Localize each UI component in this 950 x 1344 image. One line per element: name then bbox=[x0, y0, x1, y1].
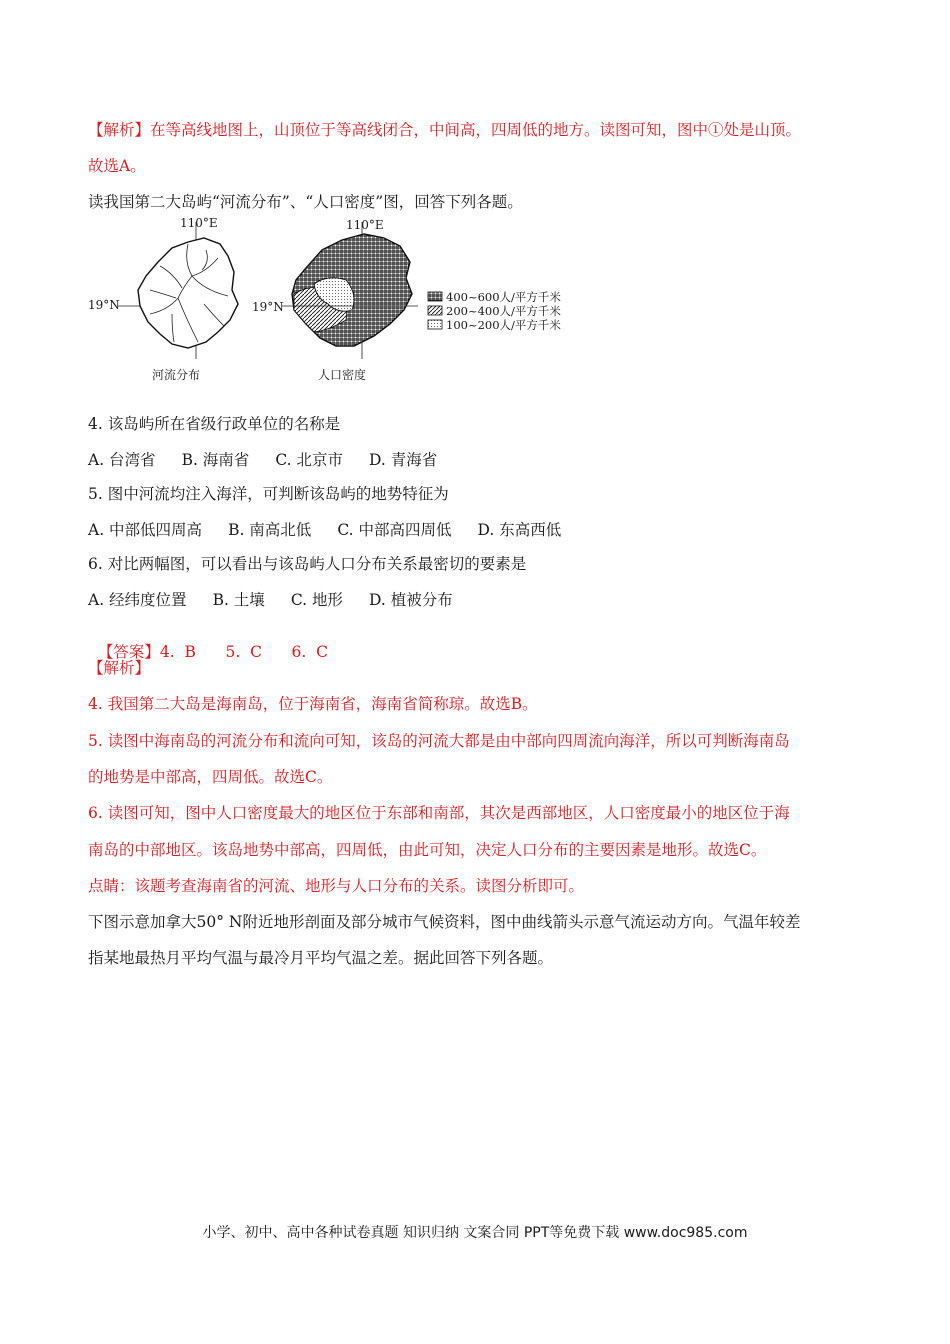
option: D. 青海省 bbox=[368, 451, 438, 469]
lon-label-right: 110°E bbox=[346, 218, 384, 232]
analysis-tag: 【解析】 bbox=[88, 121, 151, 139]
option: A. 中部低四周高 bbox=[88, 521, 203, 539]
option: B. 海南省 bbox=[181, 451, 250, 469]
analysis-2-line-4: 6. 读图可知，图中人口密度最大的地区位于东部和南部，其次是西部地区，人口密度最小的地区位于海 bbox=[88, 804, 790, 822]
page-footer: 小学、初中、高中各种试卷真题 知识归纳 文案合同 PPT等免费下载 www.doc985.com bbox=[202, 1225, 748, 1241]
caption-population-map: 人口密度 bbox=[318, 368, 367, 382]
question-6-stem: 6. 对比两幅图，可以看出与该岛屿人口分布关系最密切的要素是 bbox=[88, 555, 527, 573]
next-intro-line-1: 下图示意加拿大50° N附近地形剖面及部分城市气候资料，图中曲线箭头示意气流运动方向。气温年较差 bbox=[88, 913, 801, 931]
river-map bbox=[118, 222, 238, 359]
legend-label-2: 200~400人/平方千米 bbox=[446, 304, 561, 318]
option: A. 经纬度位置 bbox=[88, 591, 187, 609]
option: C. 地形 bbox=[290, 591, 343, 609]
analysis-1-line-1 bbox=[88, 118, 801, 140]
lat-label-right: 19°N bbox=[252, 300, 284, 314]
analysis-1-line-2: 故选A。 bbox=[88, 157, 146, 175]
hainan-maps-figure bbox=[88, 214, 588, 384]
option: D. 东高西低 bbox=[477, 521, 562, 539]
legend-swatches bbox=[428, 292, 442, 329]
question-5-options bbox=[88, 518, 587, 540]
analysis-2-line-2: 5. 读图中海南岛的河流分布和流向可知，该岛的河流大都是由中部向四周流向海洋，所以可判断海南岛 bbox=[88, 732, 790, 750]
option: C. 北京市 bbox=[275, 451, 343, 469]
analysis-2-line-1: 4. 我国第二大岛是海南岛，位于海南省，海南省简称琼。故选B。 bbox=[88, 695, 538, 713]
answer-tag: 【答案】 bbox=[97, 643, 160, 661]
lat-label-left: 19°N bbox=[88, 298, 120, 312]
question-intro: 读我国第二大岛屿“河流分布”、“人口密度”图，回答下列各题。 bbox=[88, 193, 523, 211]
analysis-2-line-6: 点睛：该题考查海南省的河流、地形与人口分布的关系。读图分析即可。 bbox=[88, 877, 585, 895]
answer-text: 4. B 5. C 6. C bbox=[159, 643, 329, 661]
question-6-options bbox=[88, 588, 479, 610]
question-4-stem: 4. 该岛屿所在省级行政单位的名称是 bbox=[88, 415, 341, 433]
analysis-2-line-5: 南岛的中部地区。该岛地势中部高，四周低，由此可知，决定人口分布的主要因素是地形。故选C。 bbox=[88, 841, 767, 859]
analysis-text: 在等高线地图上，山顶位于等高线闭合，中间高，四周低的地方。读图可知，图中①处是山顶。 bbox=[150, 121, 802, 139]
option: B. 土壤 bbox=[212, 591, 265, 609]
option: C. 中部高四周低 bbox=[337, 521, 452, 539]
caption-river-map: 河流分布 bbox=[152, 368, 201, 382]
legend-label-1: 400~600人/平方千米 bbox=[446, 290, 561, 304]
legend-label-3: 100~200人/平方千米 bbox=[446, 318, 561, 332]
option: A. 台湾省 bbox=[88, 451, 156, 469]
question-4-options bbox=[88, 448, 463, 470]
lon-label-left: 110°E bbox=[180, 216, 218, 230]
option: B. 南高北低 bbox=[228, 521, 312, 539]
population-map bbox=[282, 222, 418, 359]
next-intro-line-2: 指某地最热月平均气温与最冷月平均气温之差。据此回答下列各题。 bbox=[88, 949, 554, 967]
analysis-2-tag: 【解析】 bbox=[88, 659, 151, 677]
analysis-2-line-3: 的地势是中部高，四周低。故选C。 bbox=[88, 768, 333, 786]
option: D. 植被分布 bbox=[368, 591, 453, 609]
question-5-stem: 5. 图中河流均注入海洋，可判断该岛屿的地势特征为 bbox=[88, 485, 449, 503]
